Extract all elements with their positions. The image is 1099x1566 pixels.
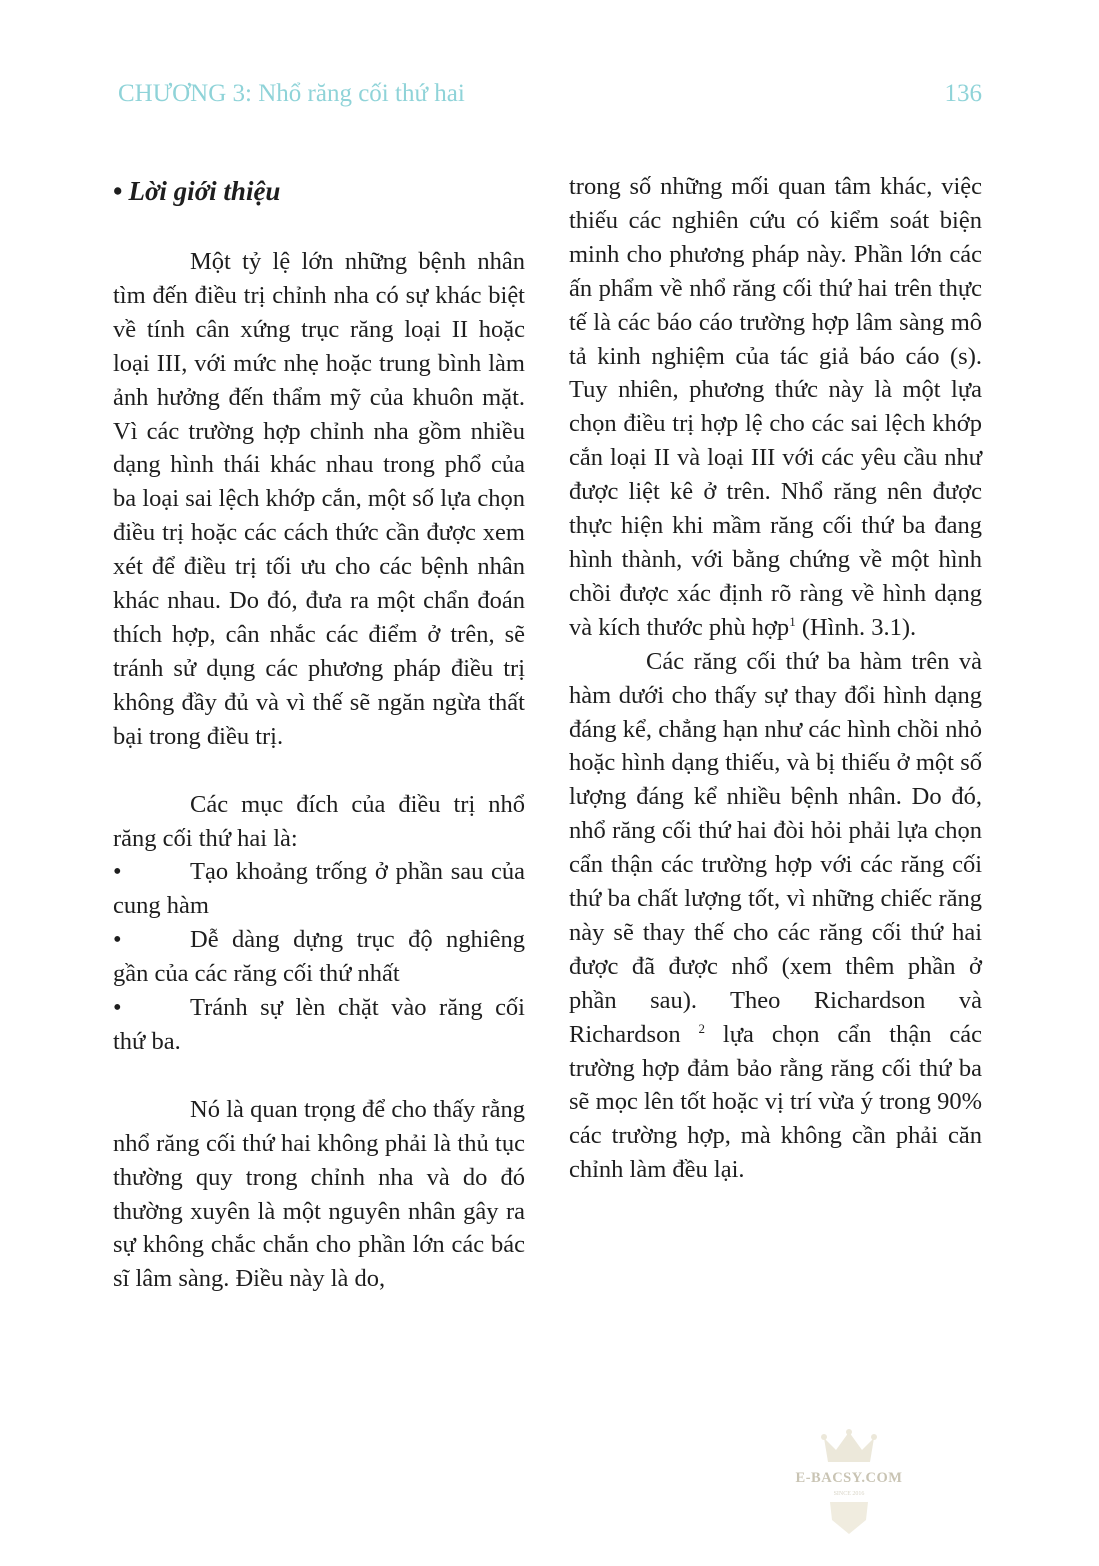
third-molar-paragraph-text: Các răng cối thứ ba hàm trên và hàm dưới cho thấy sự thay đổi hình dạng đáng kể, chẳng hạn như các hình chồi nhỏ hoặc hình dạng thiếu, và bị thiếu ở một số lượng đáng kể nhiều bệnh nhân. Do đó, nhổ răng cối thứ hai đòi hỏi phải lựa chọn cẩn thận các trường hợp với các răng cối thứ ba chất lượng tốt, vì những chiếc răng này sẽ thay thế cho các răng cối thứ hai được đã được nhổ (xem thêm phần ở phần sau). Theo Richardson và Richardson xyxy=(569,647,982,1048)
heading-bullet: • xyxy=(113,176,123,206)
list-item xyxy=(113,923,525,991)
list-item-text: Tránh sự lèn chặt vào răng cối thứ ba. xyxy=(113,994,525,1055)
continued-paragraph xyxy=(569,170,982,645)
third-molar-paragraph-end: lựa chọn cẩn thận các trường hợp đảm bảo rằng răng cối thứ ba sẽ mọc lên tốt hoặc vị trí vừa ý trong 90% các trường hợp, mà không cần phải căn chỉnh làm đều lại. xyxy=(569,1020,982,1184)
chapter-title: CHƯƠNG 3: Nhổ răng cối thứ hai xyxy=(118,80,465,107)
figure-reference: (Hình. 3.1). xyxy=(795,613,917,641)
paragraph-gap xyxy=(113,754,525,788)
list-item xyxy=(113,855,525,923)
page-number: 136 xyxy=(944,80,982,107)
bullet-glyph: • xyxy=(113,926,122,954)
left-column xyxy=(113,170,525,1296)
reference-superscript: 2 xyxy=(698,1020,706,1036)
aims-list xyxy=(113,855,525,1058)
bullet-glyph: • xyxy=(113,994,122,1022)
section-heading-text: Lời giới thiệu xyxy=(128,176,281,206)
watermark xyxy=(786,1428,912,1536)
running-header xyxy=(118,80,982,120)
list-item-text: Tạo khoảng trống ở phần sau của cung hàm xyxy=(113,858,525,920)
third-molar-paragraph xyxy=(569,645,982,1188)
intro-paragraph: Một tỷ lệ lớn những bệnh nhân tìm đến điều trị chỉnh nha có sự khác biệt về tính cân xứng trục răng loại II hoặc loại III, với mức nhẹ hoặc trung bình làm ảnh hưởng đến thẩm mỹ của khuôn mặt. Vì các trường hợp chỉnh nha gồm nhiều dạng hình thái khác nhau trong phổ của ba loại sai lệch khớp cắn, một số lựa chọn điều trị hoặc các cách thức cần được xem xét để điều trị tối ưu cho các bệnh nhân khác nhau. Do đó, đưa ra một chẩn đoán thích hợp, cân nhắc các điểm ở trên, sẽ tránh sử dụng các phương pháp điều trị không đầy đủ và vì thế sẽ ngăn ngừa thất bại trong điều trị. xyxy=(113,248,525,750)
paragraph-gap xyxy=(113,1059,525,1093)
section-heading xyxy=(113,174,525,208)
watermark-subtext: SINCE 2016 xyxy=(833,1491,865,1497)
importance-paragraph: Nó là quan trọng để cho thấy rằng nhổ răng cối thứ hai không phải là thủ tục thường quy trong chỉnh nha và do đó thường xuyên là một nguyên nhân gây ra sự không chắc chắn cho phần lớn các bác sĩ lâm sàng. Điều này là do, xyxy=(113,1095,525,1293)
reference-superscript: 1 xyxy=(789,613,796,629)
list-item xyxy=(113,991,525,1059)
continued-paragraph-text: trong số những mối quan tâm khác, việc thiếu các nghiên cứu có kiểm soát biện minh cho phương pháp này. Phần lớn các ấn phẩm về nhổ răng cối thứ hai trên thực tế là các báo cáo trường hợp lâm sàng mô tả kinh nghiệm của tác giả báo cáo (s). Tuy nhiên, phương thức này là một lựa chọn điều trị hợp lệ cho các sai lệch khớp cắn loại II và loại III với các yêu cầu như được liệt kê ở trên. Nhổ răng nên được thực hiện khi mầm răng cối thứ ba đang hình thành, với bằng chứng về một hình chồi được xác định rõ ràng về hình dạng và kích thước phù hợp xyxy=(569,173,982,641)
watermark-text: E-BACSY.COM xyxy=(795,1470,903,1486)
list-item-text: Dễ dàng dựng trục độ nghiêng gần của các răng cối thứ nhất xyxy=(113,926,525,988)
right-column xyxy=(569,170,982,1187)
bullet-glyph: • xyxy=(113,858,122,886)
aims-paragraph: Các mục đích của điều trị nhổ răng cối thứ hai là: xyxy=(113,790,525,852)
